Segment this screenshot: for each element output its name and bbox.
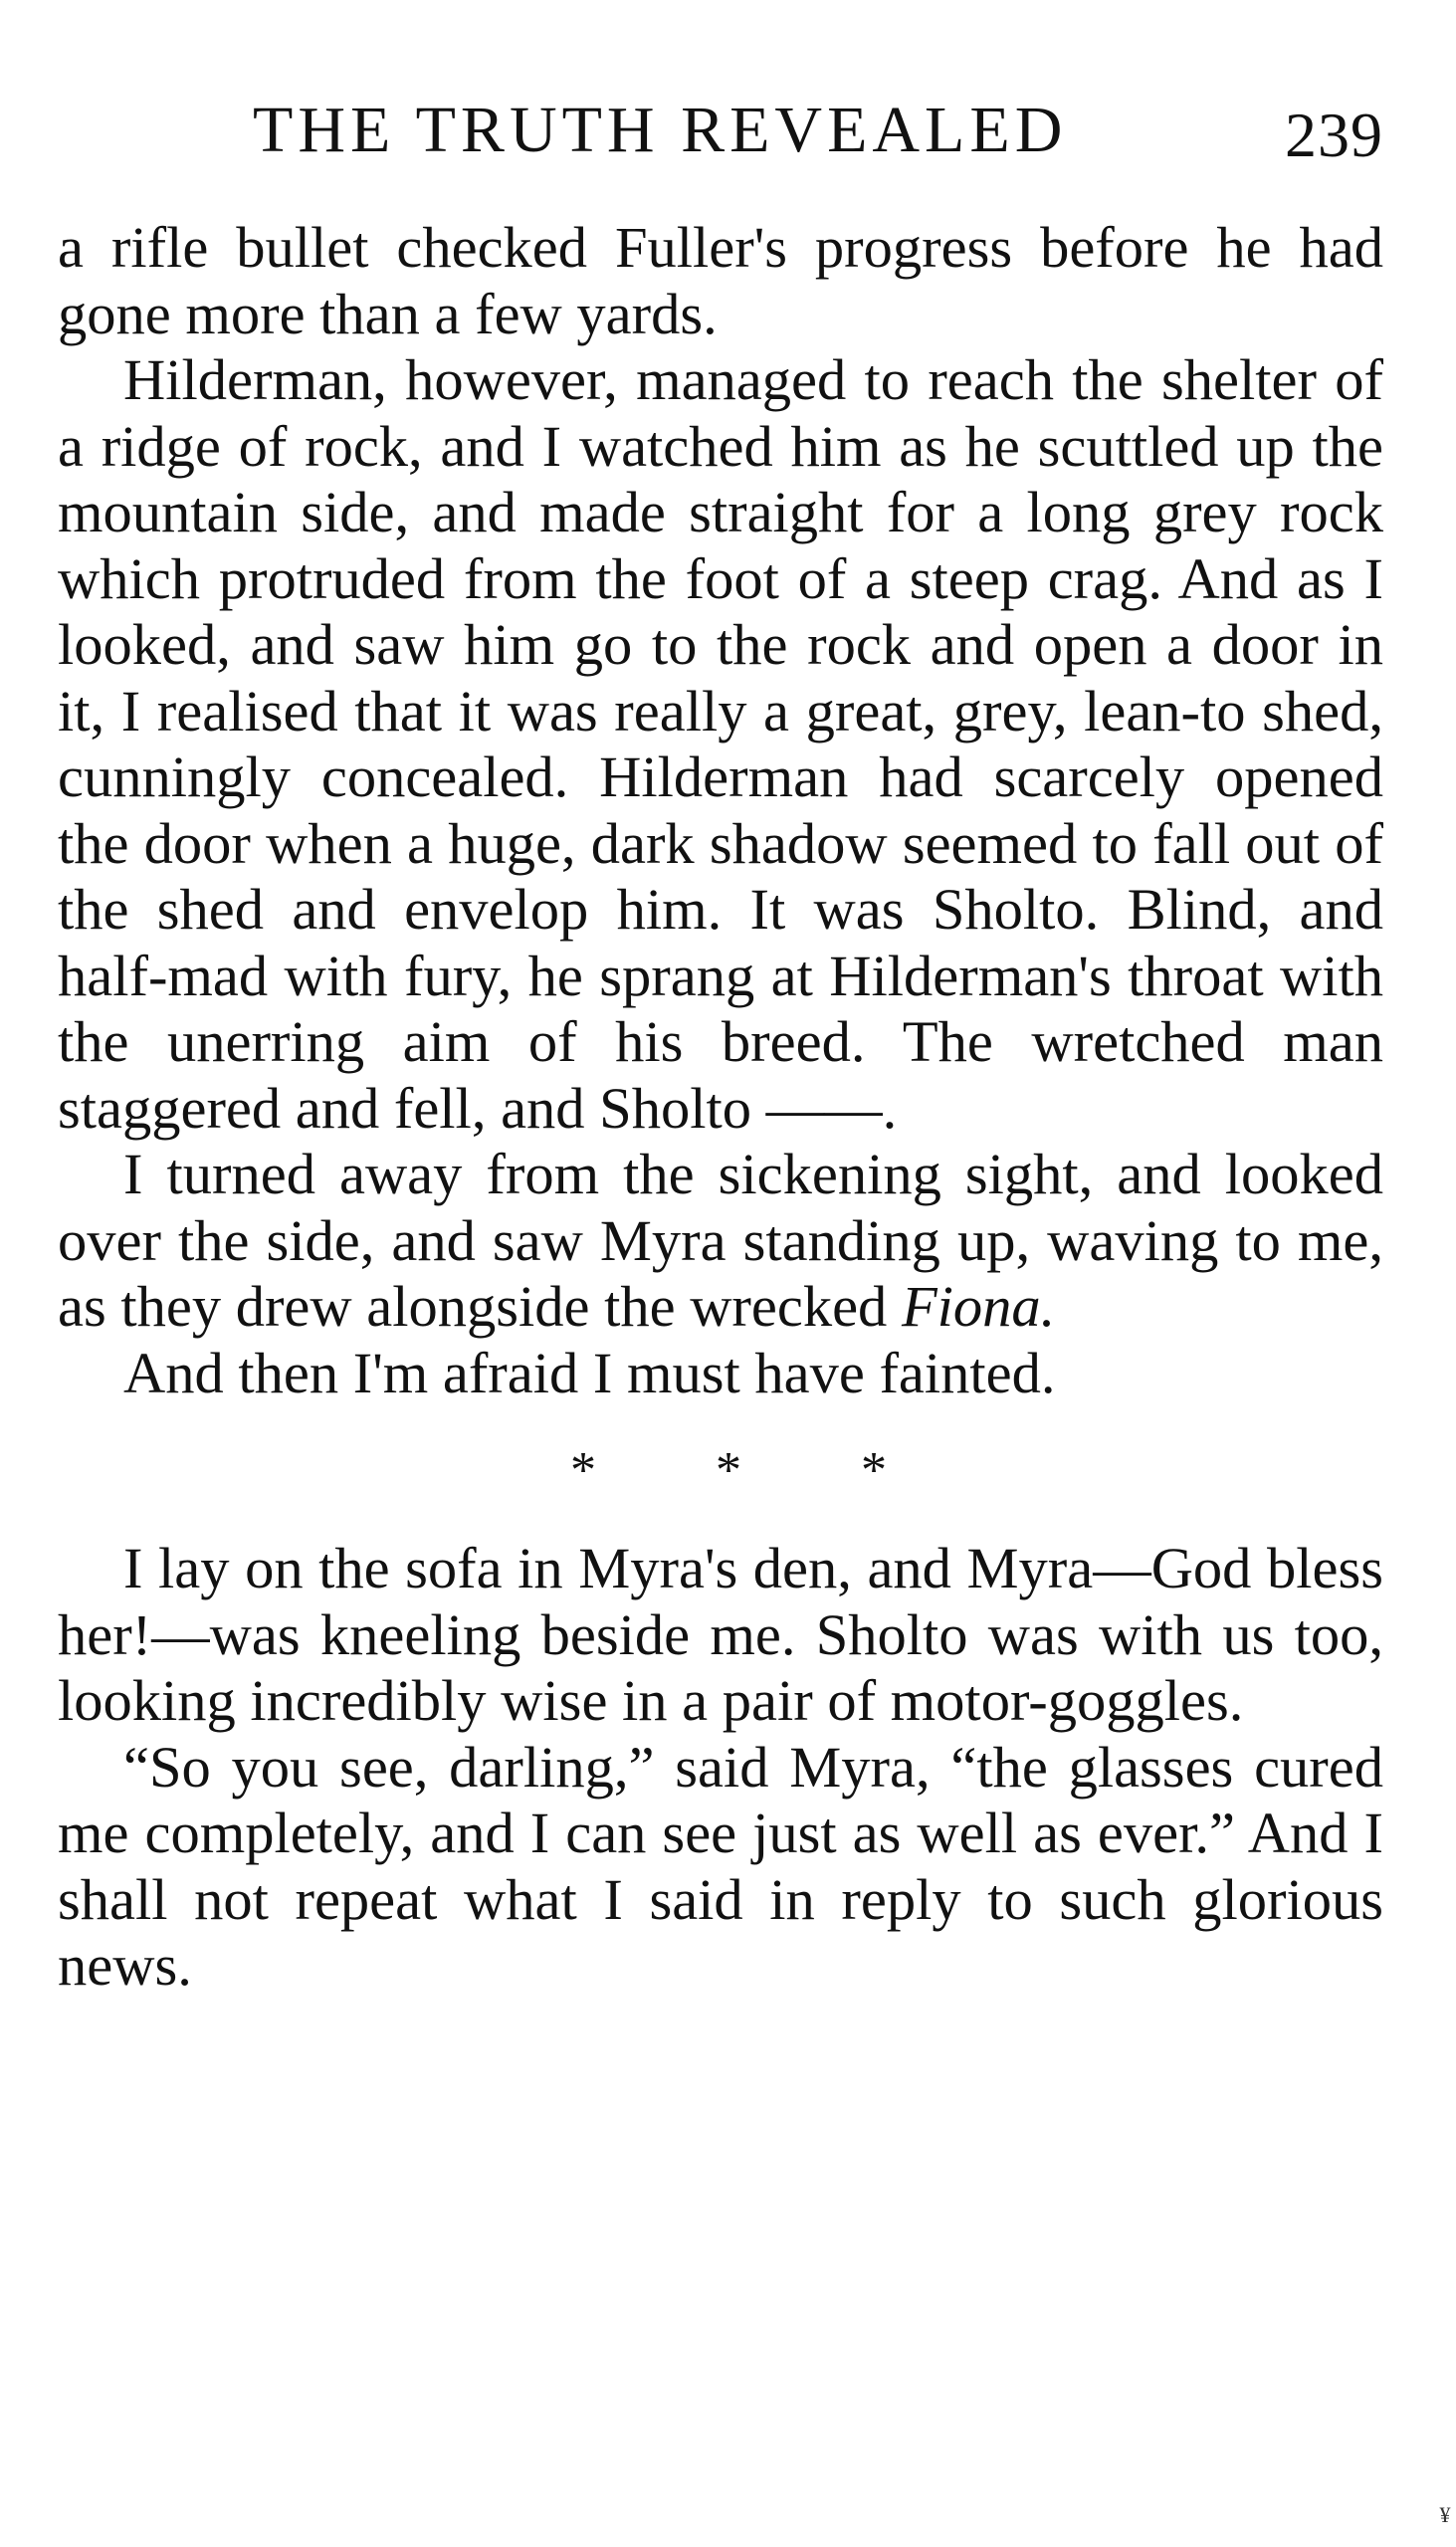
page-number: 239 [1285,100,1383,170]
paragraph-1: a rifle bullet checked Fuller's progress before he had gone more than a few yards. [58,215,1383,346]
separator-asterisk: * [716,1442,741,1499]
section-separator [58,1406,1383,1536]
book-page [58,90,1383,2000]
separator-asterisk: * [861,1442,887,1499]
running-title: THE TRUTH REVEALED [253,94,1068,166]
separator-asterisk: * [570,1442,596,1499]
running-head [58,90,1383,181]
paragraph-3 [58,1142,1383,1341]
paragraph-3-text: I turned away from the sickening sight, and looked over the side, and saw Myra standing up, waving to me, as they drew alongside the wrecked [58,1142,1383,1339]
paragraph-5: I lay on the sofa in Myra's den, and Myra—God bless her!—was kneeling beside me. Sholto was with us too, looking incredibly wise in a pair of motor-goggles. [58,1536,1383,1733]
corner-mark: ¥ [1439,2502,1451,2527]
paragraph-4: And then I'm afraid I must have fainted. [123,1340,1056,1405]
body-text [58,215,1383,2000]
paragraph-2: Hilderman, however, managed to reach the shelter of a ridge of rock, and I watched him as he scuttled up the mountain side, and made straight for a long grey rock which protruded from the foot of a steep crag. And as I looked, and saw him go to the rock and open a door in it, I realised that it was really a great, grey, lean-to shed, cunningly concealed. Hilderman had scarcely opened the door when a huge, dark shadow seemed to fall out of the shed and envelop him. It was Sholto. Blind, and half-mad with fury, he sprang at Hilderman's throat with the unerring aim of his breed. The wretched man staggered and fell, and Sholto ——. [58,347,1383,1141]
paragraph-6: “So you see, darling,” said Myra, “the glasses cured me completely, and I can see just as well as ever.” And I shall not repeat what I said in reply to such glorious news. [58,1734,1383,1998]
boat-name: Fiona. [901,1274,1056,1339]
